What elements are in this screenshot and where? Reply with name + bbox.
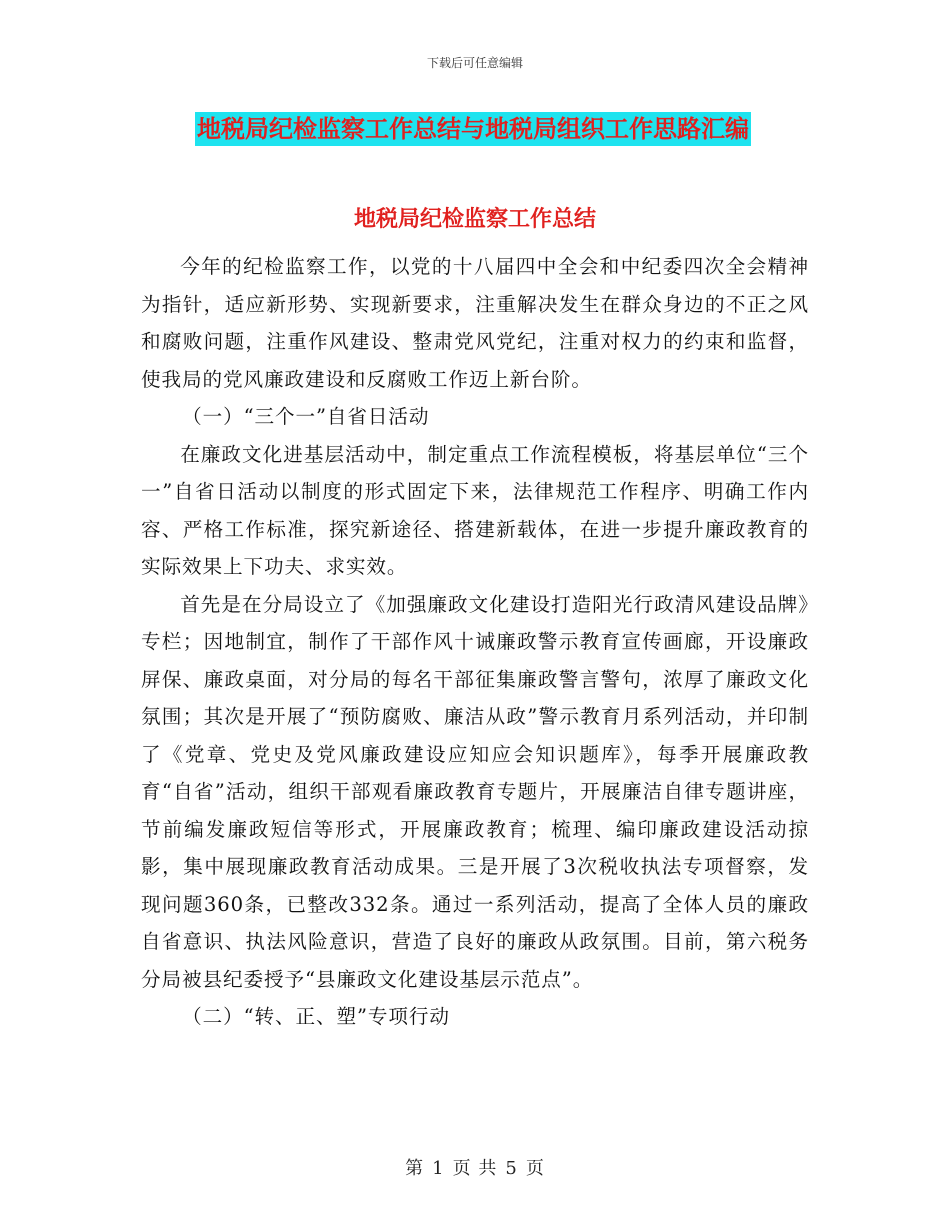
section-heading: （一）“三个一”自省日活动 [182,405,430,428]
paragraph: 首先是在分局设立了《加强廉政文化建设打造阳光行政清风建设品牌》专栏；因地制宜，制作了干部作风十诫廉政警示教育宣传画廊，开设廉政屏保、廉政桌面，对分局的每名干部征集廉政警言警句，浓厚了廉政文化氛围；其次是开展了“预防腐败、廉洁从政”警示教育月系列活动，并印制了《党章、党史及党风廉政建设应知应会知识题库》，每季开展廉政教育“自省”活动，组织干部观看廉政教育专题片，开展廉洁自律专题讲座，节前编发廉政短信等形式，开展廉政教育；梳理、编印廉政建设活动掠影，集中展现廉政教育活动成果。三是开展了3次税收执法专项督察，发现问题360条，已整改332条。通过一系列活动，提高了全体人员的廉政自省意识、执法风险意识，营造了良好的廉政从政氛围。目前，第六税务分局被县纪委授予“县廉政文化建设基层示范点”。 [141,592,809,991]
header-note: 下载后可任意编辑 [426,56,523,70]
paragraph: 在廉政文化进基层活动中，制定重点工作流程模板，将基层单位“三个一”自省日活动以制度的形式固定下来，法律规范工作程序、明确工作内容、严格工作标准，探究新途径、搭建新载体，在进一步提升廉政教育的实际效果上下功夫、求实效。 [141,442,809,578]
page-number: 1 [432,1158,445,1179]
footer-middle: 页 共 [452,1158,498,1179]
main-title: 地税局纪检监察工作总结与地税局组织工作思路汇编 [195,112,751,146]
page-footer [0,1154,950,1180]
footer-prefix: 第 [405,1158,425,1179]
document-body [141,248,809,1036]
section-heading: （二）“转、正、塑”专项行动 [182,1005,450,1028]
section-title: 地税局纪检监察工作总结 [353,206,596,232]
paragraph: 今年的纪检监察工作，以党的十八届四中全会和中纪委四次全会精神为指针，适应新形势、实现新要求，注重解决发生在群众身边的不正之风和腐败问题，注重作风建设、整肃党风党纪，注重对权力的约束和监督，使我局的党风廉政建设和反腐败工作迈上新台阶。 [141,255,809,391]
footer-suffix: 页 [525,1158,545,1179]
page-total: 5 [505,1158,518,1179]
